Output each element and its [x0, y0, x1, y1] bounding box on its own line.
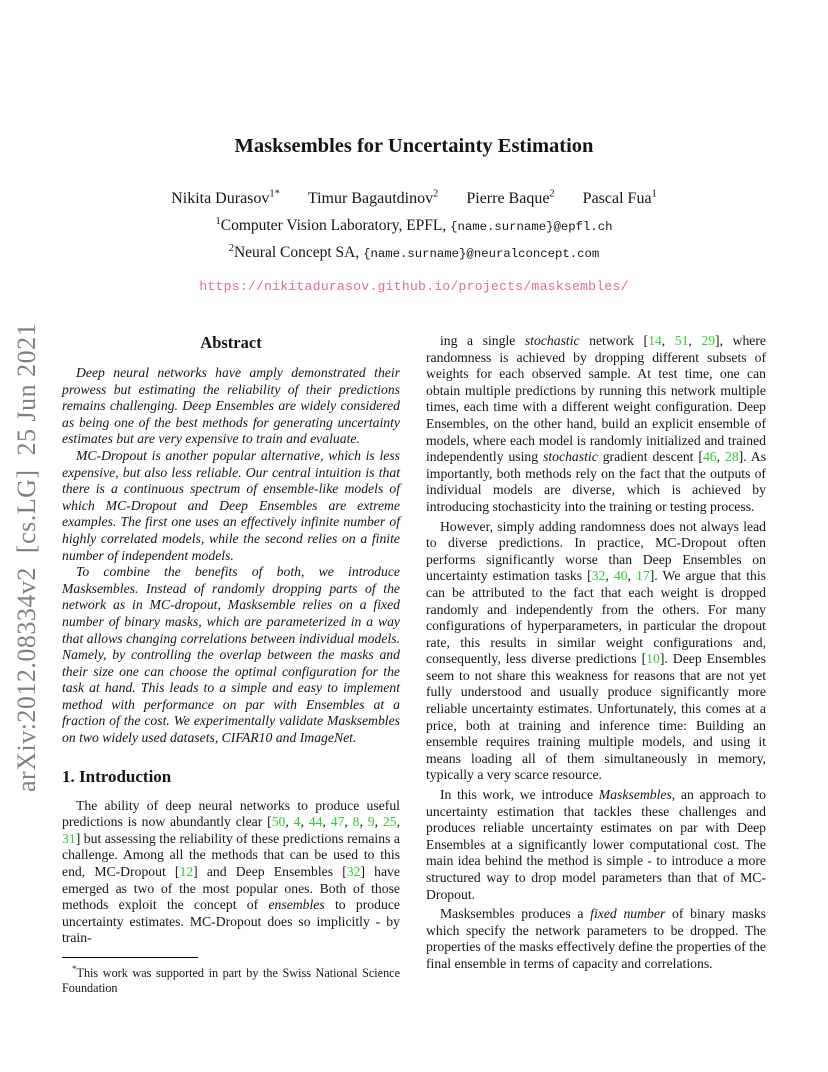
right-column	[426, 333, 766, 976]
text-segment: ]. We argue that this can be attributed to the fact that each weight is dropped randomly and independently from the others. For many configurations of hyperparameters, in particular the dropout rate, this results in similar weight configurations and, consequently, less diverse predictions [	[426, 568, 767, 667]
left-column	[62, 330, 400, 996]
text-segment: ,	[396, 814, 400, 830]
text-segment: ,	[322, 814, 331, 830]
citation-link[interactable]: 14	[648, 333, 662, 348]
footnote-marker: *	[72, 964, 77, 974]
affiliation-text: Neural Concept SA,	[233, 244, 364, 262]
citation-link[interactable]: 10	[646, 651, 660, 667]
affiliation-line-2	[0, 238, 828, 265]
text-segment: ]. As importantly, both methods rely on the fact that the outputs of individual models are diverse, which is achieved by introducing stochasticity into the training or testing process.	[426, 449, 767, 514]
text-segment: network [	[579, 333, 649, 348]
title-block	[0, 135, 828, 294]
text-segment: ,	[344, 814, 353, 830]
author-affil-marker: 1*	[269, 189, 280, 200]
text-segment: The ability of deep neural networks to produce useful predictions is now abundantly clear [	[62, 797, 400, 830]
citation-link[interactable]: 47	[330, 814, 345, 830]
text-segment: ] have emerged as two of the most popular ones. Both of those methods exploit the concept of	[62, 864, 400, 913]
author-name	[583, 190, 657, 207]
body-paragraph	[426, 787, 766, 903]
emphasized-text: Masksembles	[598, 787, 672, 803]
text-segment: However, simply adding randomness does not always lead to diverse predictions. In practice, MC-Dropout often performs significantly worse than Deep Ensembles on uncertainty estimation tasks [	[426, 518, 766, 584]
emphasized-text: stochastic	[543, 449, 598, 465]
project-url-link[interactable]: https://nikitadurasov.github.io/projects/masksembles/	[199, 278, 629, 294]
citation-link[interactable]: 9	[367, 814, 375, 830]
emphasized-text: ensembles	[268, 897, 325, 913]
emphasized-text: stochastic	[524, 333, 580, 348]
citation-link[interactable]: 31	[62, 830, 76, 846]
text-segment: ] and Deep Ensembles [	[193, 864, 347, 880]
citation-link[interactable]: 46	[702, 449, 717, 465]
citation-link[interactable]: 44	[308, 814, 323, 830]
citation-link[interactable]: 12	[179, 864, 194, 880]
citation-link[interactable]: 32	[346, 864, 361, 880]
author-name-text: Pierre Baque	[466, 190, 550, 208]
citation-link[interactable]: 29	[701, 333, 716, 348]
text-segment: ,	[661, 333, 675, 348]
author-name	[308, 190, 438, 207]
text-segment: ,	[605, 568, 614, 584]
text-segment: ,	[359, 814, 368, 830]
author-name-text: Nikita Durasov	[171, 190, 270, 208]
abstract-heading: Abstract	[200, 333, 262, 352]
body-paragraph	[62, 798, 400, 947]
text-segment: gradient descent [	[597, 449, 703, 465]
affiliation-marker: 1	[215, 216, 221, 228]
text-segment: ,	[716, 449, 725, 465]
affiliation-email: {name.surname}@neuralconcept.com	[363, 247, 600, 262]
author-affil-marker: 2	[549, 189, 555, 200]
body-paragraph	[426, 333, 766, 516]
footnote	[62, 962, 400, 996]
author-name	[466, 190, 554, 207]
abstract-paragraph: Deep neural networks have amply demonstrated their prowess but estimating the reliability of their predictions remains challenging. Deep Ensembles are widely considered as being one of the best methods for generating uncertainty estimates but are very expensive to train and evaluate.	[62, 365, 400, 447]
footnote-text: This work was supported in part by the Swiss National Science Foundation	[62, 966, 400, 996]
text-segment: ] but assessing the reliability of these predictions remains a challenge. Among all the methods that can be used to this end, MC-Dropout [	[62, 830, 400, 880]
text-segment: Masksembles produces a	[440, 906, 591, 922]
citation-link[interactable]: 51	[674, 333, 689, 348]
emphasized-text: fixed number	[590, 906, 666, 922]
citation-link[interactable]: 8	[352, 814, 360, 830]
author-name	[171, 190, 280, 207]
text-segment: ,	[688, 333, 702, 348]
author-affil-marker: 2	[433, 189, 439, 200]
paper-title: Masksembles for Uncertainty Estimation	[234, 135, 594, 157]
affiliation-email: {name.surname}@epfl.ch	[450, 220, 613, 235]
text-segment: ,	[374, 814, 383, 830]
text-segment: ]. Deep Ensembles seem to not share this weakness for reasons that are not yet fully understood and usually produce significantly more reliable uncertainty estimates. Unfortunately, this comes at a price, both at training and inference time: Building an ensemble requires training multiple models, and using it means loading all of them simultaneously in memory, typically a very scarce resource.	[426, 651, 766, 783]
citation-link[interactable]: 17	[636, 568, 650, 584]
text-segment: ,	[285, 814, 294, 830]
text-segment: ing a single	[440, 333, 525, 348]
author-name-text: Pascal Fua	[582, 190, 652, 208]
text-segment: ,	[627, 568, 637, 584]
citation-link[interactable]: 32	[591, 568, 606, 584]
arxiv-stamp: arXiv:2012.08334v2 [cs.LG] 25 Jun 2021	[12, 322, 41, 792]
citation-link[interactable]: 4	[293, 814, 301, 830]
affiliation-line-1	[0, 211, 828, 238]
text-segment: to produce uncertainty estimates. MC-Dropout does so implicitly - by train-	[62, 897, 400, 946]
text-segment: of binary masks which specify the network parameters to be dropped. The properties of the masks effectively define the properties of the final ensemble in terms of capacity and correlations.	[426, 906, 767, 971]
text-segment: , an approach to uncertainty estimation that tackles these challenges and produces reliable uncertainty estimates on par with Deep Ensembles at a significantly lower computational cost. The main idea behind the method is simple - to introduce a more structured way to drop model parameters than that of MC-Dropout.	[426, 787, 766, 902]
author-name-text: Timur Bagautdinov	[307, 190, 434, 208]
abstract-paragraph: To combine the benefits of both, we introduce Masksembles. Instead of randomly dropping parts of the network as in MC-dropout, Masksemble relies on a fixed number of binary masks, which are parameterized in a way that allows changing correlations between individual models. Namely, by controlling the overlap between the masks and their size one can choose the optimal configuration for the task at hand. This leads to a simple and easy to implement method with performance on par with Ensembles at a fraction of the cost. We experimentally validate Masksembles on two widely used datasets, CIFAR10 and ImageNet.	[62, 564, 400, 746]
citation-link[interactable]: 28	[724, 449, 739, 465]
body-paragraph	[426, 906, 766, 972]
text-segment: ,	[300, 814, 309, 830]
citation-link[interactable]: 25	[382, 814, 397, 830]
body-paragraph	[426, 519, 766, 785]
citation-link[interactable]: 40	[613, 568, 628, 584]
text-segment: In this work, we introduce	[440, 787, 599, 803]
abstract-paragraph: MC-Dropout is another popular alternative, which is less expensive, but also less reliable. Our central intuition is that there is a continuous spectrum of ensemble-like models of which MC-Dropout and Deep Ensembles are extreme examples. The first one uses an effectively infinite number of highly correlated models, while the second relies on a finite number of independent models.	[62, 447, 400, 563]
section-heading-introduction: 1. Introduction	[62, 766, 172, 786]
author-affil-marker: 1	[651, 189, 657, 200]
citation-link[interactable]: 50	[271, 814, 286, 830]
text-segment: ], where randomness is achieved by dropping different subsets of weights for each observed sample. At test time, one can obtain multiple predictions by running this network multiple times, each time with a different weight configuration. Deep Ensembles, on the other hand, build an explicit ensemble of models, where each model is randomly initialized and trained independently using	[426, 333, 766, 465]
footnote-rule	[62, 957, 198, 958]
author-line	[0, 189, 828, 208]
affiliation-marker: 2	[228, 243, 234, 255]
affiliation-text: Computer Vision Laboratory, EPFL,	[220, 217, 451, 235]
